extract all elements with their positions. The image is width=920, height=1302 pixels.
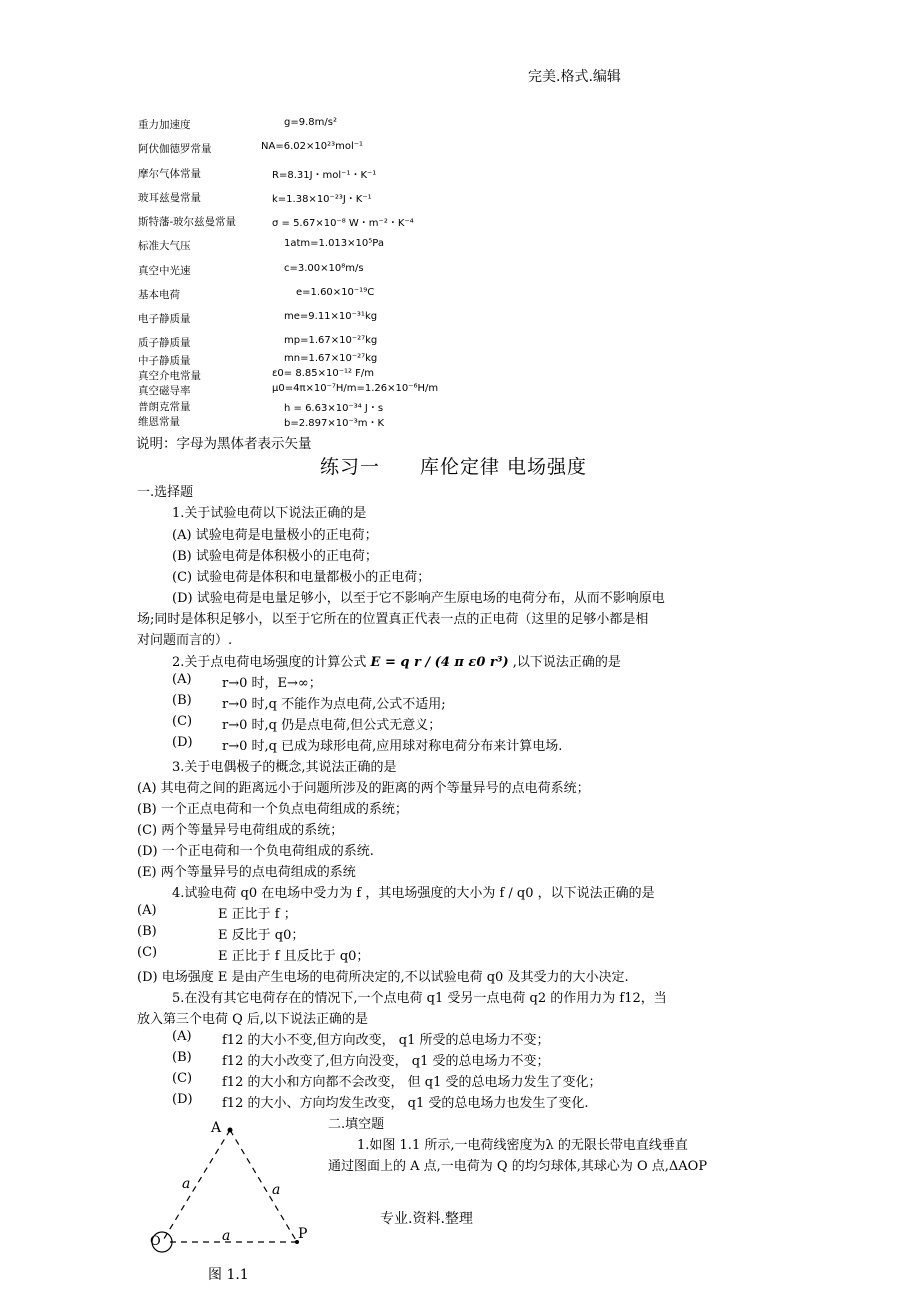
question-1-option-d-cont: 场;同时是体积足够小，以至于它所在的位置真正代表一点的正电荷（这里的足够小都是相 [137,612,649,627]
constant-name: 维恩常量 [138,416,180,428]
question-2-option-b: r→0 时,q 不能作为点电荷,公式不适用; [222,697,446,712]
constant-value: NA=6.02×10²³mol⁻¹ [261,141,364,152]
question-3-option-d: (D) 一个正电荷和一个负电荷组成的系统. [137,844,374,859]
question-5-option-b-label: (B) [172,1050,192,1065]
constant-value: g=9.8m/s² [284,117,337,128]
constant-value: e=1.60×10⁻¹⁹C [296,287,375,298]
constant-value: R=8.31J・mol⁻¹・K⁻¹ [272,170,377,181]
question-1-option-a: (A) 试验电荷是电量极小的正电荷； [172,528,378,543]
question-5-option-c-label: (C) [172,1071,193,1086]
constant-name: 基本电荷 [138,289,180,301]
fill-question-1-line-2: 通过图面上的 A 点,一电荷为 Q 的均匀球体,其球心为 O 点,ΔAOP [328,1159,708,1174]
question-2-option-c: r→0 时,q 仍是点电荷,但公式无意义； [222,718,442,733]
question-2-stem [172,651,621,670]
question-1-option-d: (D) 试验电荷是电量足够小，以至于它不影响产生原电场的电荷分布，从而不影响原电 [172,591,665,606]
question-4-option-a-label: (A) [137,903,157,918]
constant-value: mn=1.67×10⁻²⁷kg [284,353,378,364]
question-3-option-e: (E) 两个等量异号的点电荷组成的系统 [137,865,356,880]
question-1-option-b: (B) 试验电荷是体积极小的正电荷； [172,549,378,564]
question-3-option-c: (C) 两个等量异号电荷组成的系统； [137,823,344,838]
question-4-stem: 4.试验电荷 q0 在电场中受力为 f ，其电场强度的大小为 f / q0 ，以下说法正确的是 [172,886,655,901]
constant-name: 阿伏伽德罗常量 [138,143,212,155]
question-5-option-d-label: (D) [172,1092,193,1107]
question-4-option-c: E 正比于 f 且反比于 q0； [218,949,370,964]
triangle-diagram [140,1118,330,1288]
question-2-stem-tail: ,以下说法正确的是 [512,655,621,670]
question-4-option-b-label: (B) [137,924,157,939]
constant-name: 真空介电常量 [138,370,201,382]
vector-note: 说明：字母为黑体者表示矢量 [136,436,312,452]
page-header: 完美.格式.编辑 [528,69,621,85]
question-5-option-b: f12 的大小改变了,但方向没变， q1 受的总电场力不变； [222,1054,550,1069]
fill-question-1-line-1: 1.如图 1.1 所示,一电荷线密度为λ 的无限长带电直线垂直 [357,1138,688,1153]
point-p-label: P [298,1226,308,1242]
constant-name: 中子静质量 [138,355,191,367]
question-4-option-c-label: (C) [137,945,158,960]
constant-value: 1atm=1.013×10⁵Pa [284,238,384,249]
point-o-label: O [150,1234,161,1249]
question-2-option-d: r→0 时,q 已成为球形电荷,应用球对称电荷分布来计算电场. [222,739,563,754]
question-3-stem: 3.关于电偶极子的概念,其说法正确的是 [172,760,397,775]
question-4-option-d: (D) 电场强度 E 是由产生电场的电荷所决定的,不以试验电荷 q0 及其受力的大小决定. [137,970,629,985]
constant-value: c=3.00×10⁸m/s [284,263,364,274]
question-1-stem: 1.关于试验电荷以下说法正确的是 [172,506,367,521]
question-2-stem-text: 2.关于点电荷电场强度的计算公式 [172,655,367,670]
section-heading-fill: 二.填空题 [328,1117,385,1132]
constant-value: b=2.897×10⁻³m・K [284,418,385,429]
side-label-bottom: a [222,1228,231,1244]
constant-value: σ = 5.67×10⁻⁸ W・m⁻²・K⁻⁴ [272,218,414,229]
question-2-formula: E = q r / (4 π ε0 r³) [370,655,509,670]
question-4-option-a: E 正比于 f ； [218,907,297,922]
constant-value: μ0=4π×10⁻⁷H/m=1.26×10⁻⁶H/m [272,383,439,394]
question-5-option-c: f12 的大小和方向都不会改变， 但 q1 受的总电场力发生了变化； [222,1075,602,1090]
question-1-option-d-cont: 对问题而言的）. [137,633,233,648]
question-5-stem-cont: 放入第三个电荷 Q 后,以下说法正确的是 [137,1012,369,1027]
question-5-option-a: f12 的大小不变,但方向改变， q1 所受的总电场力不变； [222,1033,550,1048]
constant-name: 电子静质量 [138,313,191,325]
constant-name: 斯特藩-玻尔兹曼常量 [138,216,237,228]
constant-value: h = 6.63×10⁻³⁴ J・s [284,403,384,414]
constant-name: 标准大气压 [138,240,191,252]
question-2-option-d-label: (D) [172,735,193,750]
section-heading-choice: 一.选择题 [137,485,194,500]
question-5-option-a-label: (A) [172,1029,192,1044]
question-2-option-c-label: (C) [172,714,193,729]
constant-name: 玻耳兹曼常量 [138,192,201,204]
constant-name: 普朗克常量 [138,401,191,413]
question-5-option-d: f12 的大小、方向均发生改变， q1 受的总电场力也发生了变化. [222,1096,589,1111]
question-3-option-b: (B) 一个正点电荷和一个负点电荷组成的系统； [137,802,408,817]
constant-name: 真空磁导率 [138,385,191,397]
question-3-option-a: (A) 其电荷之间的距离远小于问题所涉及的距离的两个等量异号的点电荷系统； [137,781,590,796]
constant-value: k=1.38×10⁻²³J・K⁻¹ [272,194,372,205]
constant-name: 摩尔气体常量 [138,168,201,180]
page-footer: 专业.资料.整理 [380,1211,473,1227]
figure-caption: 图 1.1 [208,1267,249,1283]
exercise-title: 练习一 库伦定律 电场强度 [320,456,588,478]
question-4-option-b: E 反比于 q0； [218,928,305,943]
figure-1-1 [140,1118,330,1288]
question-2-option-a: r→0 时，E→∞； [222,676,322,691]
constant-value: mp=1.67×10⁻²⁷kg [284,335,378,346]
constant-name: 真空中光速 [138,265,191,277]
question-2-option-a-label: (A) [172,672,192,687]
constant-name: 重力加速度 [138,119,191,131]
question-1-option-c: (C) 试验电荷是体积和电量都极小的正电荷； [172,570,431,585]
side-label-right: a [272,1182,281,1198]
question-5-stem: 5.在没有其它电荷存在的情况下,一个点电荷 q1 受另一点电荷 q2 的作用力为 f12，当 [172,991,667,1006]
constant-name: 质子静质量 [138,337,191,349]
constant-value: ε0= 8.85×10⁻¹² F/m [272,368,375,379]
constant-value: me=9.11×10⁻³¹kg [284,311,378,322]
point-a-label: A [211,1120,222,1136]
question-2-option-b-label: (B) [172,693,192,708]
side-label-left: a [182,1176,191,1192]
